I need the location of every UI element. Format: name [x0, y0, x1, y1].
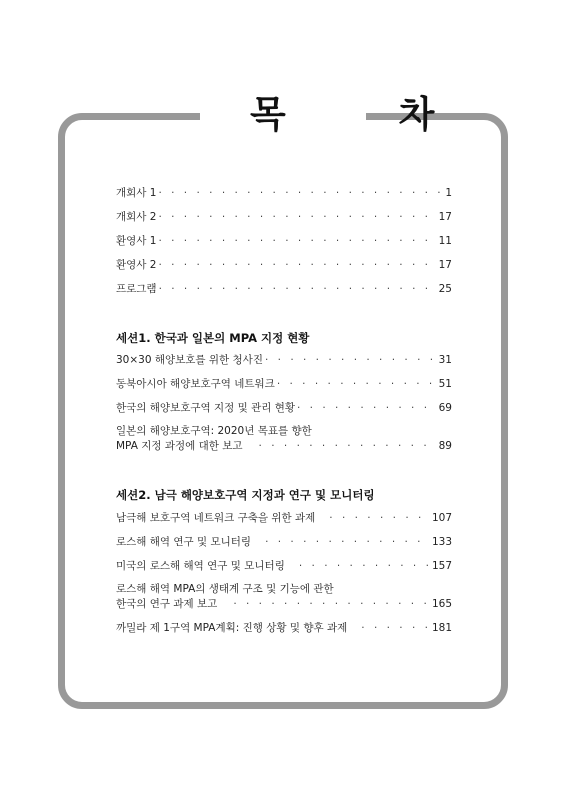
- entry-page: 157: [431, 560, 452, 572]
- entry-page: 133: [431, 536, 452, 548]
- leader-dots: [277, 377, 437, 391]
- entry-page: 107: [431, 512, 452, 524]
- leader-dots: [265, 353, 437, 367]
- toc-entry[interactable]: [116, 582, 452, 612]
- entry-label-line2: MPA 지정 과정에 대한 보고: [116, 440, 243, 452]
- leader-dots: [361, 621, 430, 635]
- toc-entry[interactable]: [116, 186, 452, 200]
- entry-page: 181: [431, 622, 452, 634]
- toc-entry[interactable]: [116, 535, 452, 549]
- entry-label: 한국의 해양보호구역 지정 및 관리 현황: [116, 402, 295, 414]
- leader-dots: [158, 234, 436, 248]
- leader-dots: [158, 186, 443, 200]
- toc-entry[interactable]: [116, 559, 452, 573]
- leader-dots: [265, 535, 430, 549]
- entry-label: 프로그램: [116, 283, 157, 295]
- page-title: 목 차: [200, 92, 366, 138]
- entry-page: 17: [438, 259, 452, 271]
- entry-label: 미국의 로스해 해역 연구 및 모니터링: [116, 560, 285, 572]
- entry-label: 로스해 해역 연구 및 모니터링: [116, 536, 252, 548]
- entry-label: 환영사 1: [116, 235, 157, 247]
- leader-dots: [158, 210, 436, 224]
- toc-entry[interactable]: [116, 282, 452, 296]
- toc-entry[interactable]: [116, 424, 452, 454]
- entry-page: 11: [438, 235, 452, 247]
- entry-page: 69: [438, 402, 452, 414]
- section-heading: 세션2. 남극 해양보호구역 지정과 연구 및 모니터링: [116, 488, 375, 502]
- section-heading: 세션1. 한국과 일본의 MPA 지정 현황: [116, 331, 310, 345]
- leader-dots: [233, 597, 430, 612]
- entry-label: 개회사 2: [116, 211, 157, 223]
- entry-label: 30×30 해양보호를 위한 청사진: [116, 354, 263, 366]
- entry-page: 17: [438, 211, 452, 223]
- entry-label: 남극해 보호구역 네트워크 구축을 위한 과제: [116, 512, 316, 524]
- toc-entry[interactable]: [116, 511, 452, 525]
- entry-label: 동북아시아 해양보호구역 네트워크: [116, 378, 275, 390]
- entry-page: 1: [445, 187, 452, 199]
- leader-dots: [158, 258, 436, 272]
- leader-dots: [299, 559, 430, 573]
- leader-dots: [259, 439, 437, 454]
- toc-entry[interactable]: [116, 621, 452, 635]
- toc-entry[interactable]: [116, 353, 452, 367]
- toc-entry[interactable]: [116, 234, 452, 248]
- leader-dots: [329, 511, 430, 525]
- entry-page: 89: [438, 440, 452, 452]
- toc-entry[interactable]: [116, 258, 452, 272]
- entry-label: 개회사 1: [116, 187, 157, 199]
- toc-entry[interactable]: [116, 377, 452, 391]
- entry-label-line2: 한국의 연구 과제 보고: [116, 598, 218, 610]
- entry-label-line1: 일본의 해양보호구역: 2020년 목표를 향한: [116, 425, 312, 437]
- entry-page: 25: [438, 283, 452, 295]
- entry-page: 165: [431, 598, 452, 610]
- toc-entry[interactable]: [116, 401, 452, 415]
- leader-dots: [159, 282, 437, 296]
- entry-page: 31: [438, 354, 452, 366]
- entry-label: 까밀라 제 1구역 MPA계획: 진행 상황 및 향후 과제: [116, 622, 348, 634]
- entry-label: 환영사 2: [116, 259, 157, 271]
- leader-dots: [297, 401, 437, 415]
- entry-page: 51: [438, 378, 452, 390]
- toc-entry[interactable]: [116, 210, 452, 224]
- entry-label-line1: 로스해 해역 MPA의 생태계 구조 및 기능에 관한: [116, 583, 334, 595]
